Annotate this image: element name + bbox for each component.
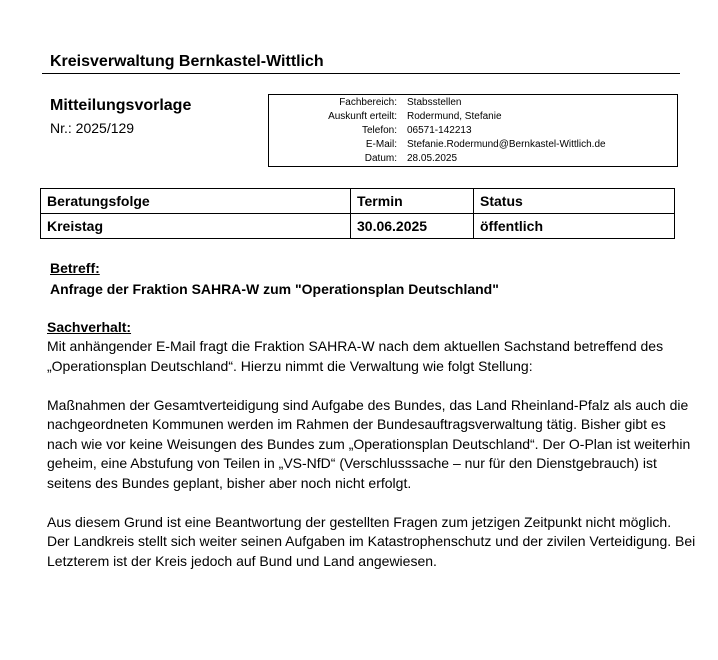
info-row-auskunft	[269, 110, 677, 124]
sachverhalt-body	[47, 337, 697, 591]
table-header-row	[41, 189, 675, 214]
column-header-status: Status	[474, 189, 675, 214]
document-type: Mitteilungsvorlage	[50, 97, 192, 114]
info-value: Stabsstellen	[407, 97, 462, 108]
column-header-termin: Termin	[351, 189, 474, 214]
contact-info-box	[268, 94, 678, 167]
table-row	[41, 214, 675, 239]
info-value: 06571-142213	[407, 125, 472, 136]
column-header-beratungsfolge: Beratungsfolge	[41, 189, 351, 214]
info-value: 28.05.2025	[407, 153, 458, 164]
header-divider	[42, 73, 680, 74]
sachverhalt-label: Sachverhalt:	[47, 319, 132, 335]
info-label: E-Mail:	[365, 139, 397, 150]
cell-status: öffentlich	[474, 214, 675, 239]
info-row-telefon	[269, 124, 677, 138]
betreff-label: Betreff:	[50, 260, 100, 276]
info-label: Fachbereich:	[339, 97, 397, 108]
info-row-fachbereich	[269, 96, 677, 110]
info-label: Datum:	[364, 153, 397, 164]
cell-gremium: Kreistag	[41, 214, 351, 239]
info-label: Auskunft erteilt:	[328, 111, 397, 122]
info-value: Stefanie.Rodermund@Bernkastel-Wittlich.de	[407, 139, 606, 150]
cell-termin: 30.06.2025	[351, 214, 474, 239]
info-label: Telefon:	[361, 125, 397, 136]
paragraph: Mit anhängender E-Mail fragt die Fraktion SAHRA-W nach dem aktuellen Sachstand betreffend des „Operationsplan Deutschland“. Hierzu nimmt die Verwaltung wie folgt Stellung:	[47, 338, 664, 374]
beratungsfolge-table	[40, 188, 675, 239]
betreff-text: Anfrage der Fraktion SAHRA-W zum "Operationsplan Deutschland"	[50, 281, 499, 297]
info-row-email	[269, 138, 677, 152]
info-row-datum	[269, 152, 677, 166]
paragraph: Aus diesem Grund ist eine Beantwortung der gestellten Fragen zum jetzigen Zeitpunkt nicht möglich. Der Landkreis stellt sich weiter seinen Aufgaben im Katastrophenschutz und der zivilen Verteidigung. Bei Letzterem ist der Kreis jedoch auf Bund und Land angewiesen.	[47, 513, 696, 569]
paragraph: Maßnahmen der Gesamtverteidigung sind Aufgabe des Bundes, das Land Rheinland-Pfalz als auch die nachgeordneten Kommunen werden im Rahmen der Bundesauftragsverwaltung tätig. Bisher gibt es nach wie vor keine Weisungen des Bundes zum „Operationsplan Deutschland“. Der O-Plan ist weiterhin geheim, eine Abstufung von Teilen in „VS-NfD“ (Verschlusssache – nur für den Dienstgebrauch) ist seitens des Bundes geplant, bisher aber noch nicht erfolgt.	[47, 396, 691, 491]
organization-title: Kreisverwaltung Bernkastel-Wittlich	[50, 53, 324, 70]
document-number: Nr.: 2025/129	[50, 120, 135, 136]
info-value: Rodermund, Stefanie	[407, 111, 502, 122]
